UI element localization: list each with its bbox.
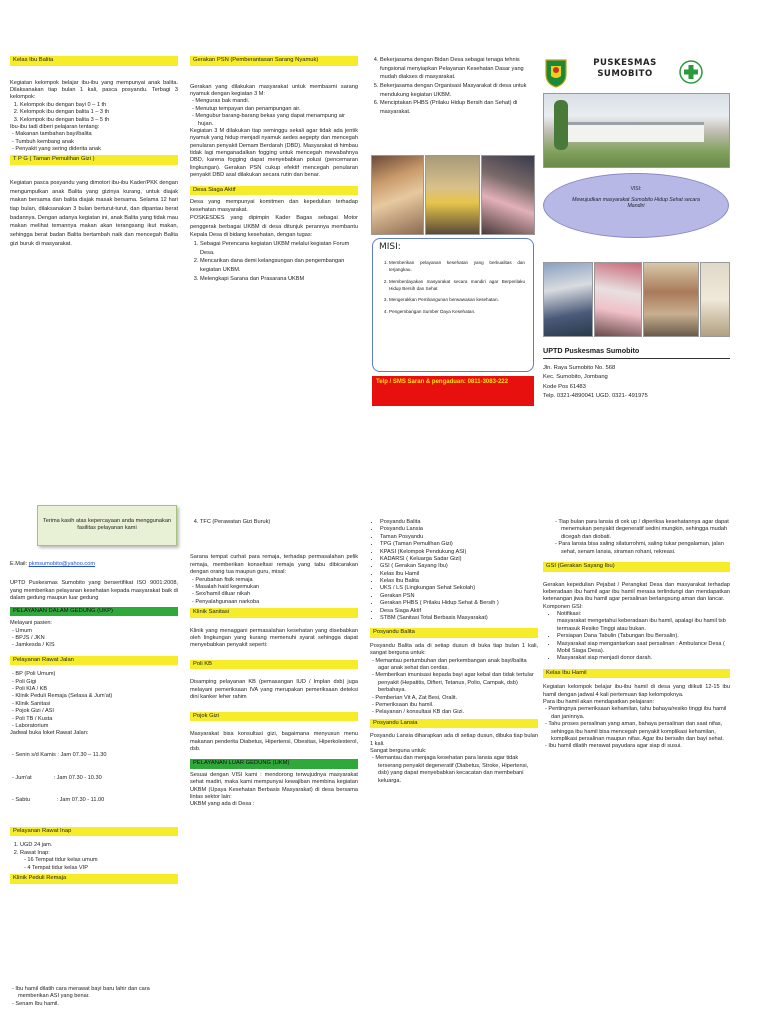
misi-box bbox=[372, 238, 534, 372]
sanitasi-heading: Klinik Sanitasi bbox=[190, 608, 358, 618]
list-item: - 16 Tempat tidur kelas umum bbox=[30, 857, 178, 864]
list-item: - Sex/hamil diluar nikah bbox=[198, 591, 358, 598]
visi-text: Mewujudkan masyarakat Sumobito Hidup Sehat secara Mandiri bbox=[572, 196, 700, 210]
tpg-text: Kegiatan pasca posyandu yang dimotori ibu-ibu Kader/PKK dengan mengumpulkan anak Balita yang gizinya kurang, untuk diajak makan bersama dan balita diajak masak bersama. Selama 12 hari tiap bulan, dilaksanakan 3 bulan berturut-turut, dan dipantau berat badannya. Dengan adanya kegiatan ini, anak Balita yang tidak mau makan melihat temannya makan akan terangsang ikut makan, sehingga berat badan Balita bertambah naik dan mencegah Balita gizi buruk di masyarakat. bbox=[10, 180, 178, 247]
list-item: 2. Memberdayakan masyarakat secara mandiri agar Berperilaku Hidup Bersih dan Sehat bbox=[389, 278, 525, 293]
posbal-text: Posyandu Balita ada di setiap dusun di buka tiap bulan 1 kali, sangat berguna untuk: bbox=[370, 642, 538, 657]
desa-text: POSKESDES yang dipimpin Kader Bagas sebagai Motor penggerak berbagai UKBM di desa ditunjuk perannya membantu Kepala Desa di bidang kesehatan, dengan tugas: bbox=[190, 214, 358, 239]
notifikasi-text: masyarakat mengetahui keberadaan ibu hamil, apalagi ibu hamil tsb termasuk Resiko Tinggi atau bukan. bbox=[557, 618, 726, 632]
list-item: - Laboratorium bbox=[18, 723, 178, 730]
visi-oval bbox=[543, 173, 729, 238]
hotline-number: 0811-3083-222 bbox=[467, 379, 508, 385]
p2-panel-2 bbox=[190, 519, 358, 809]
materi-intro: Ibu-ibu tadi diberi pelajaran tentang: bbox=[10, 123, 100, 130]
list-item: - Jamkesda / KIS bbox=[18, 642, 178, 649]
list-item: 3. Mengerakkan Pembangunan berwawasan kesehatan. bbox=[389, 296, 525, 303]
lansia-text-2: Sangat berguna untuk: bbox=[370, 748, 427, 755]
photo-service-1 bbox=[543, 262, 593, 337]
jombang-crest-icon bbox=[543, 58, 569, 88]
list-item: 2. Mencarikan dana demi kelangsungan dan pengembangan kegiatan UKBM. bbox=[200, 257, 358, 274]
list-item: 6. Menciptakan PHBS (Prilaku Hidup Bersih dan Sehat) di masyarakat. bbox=[380, 99, 536, 116]
lansia-text: Posyandu Lansia diharapkan ada di setiap dusun, dibuka tiap bulan 1 kali. bbox=[370, 733, 538, 747]
address-line: Kode Pos 61483 bbox=[543, 383, 586, 390]
ukbm-list bbox=[370, 519, 538, 622]
rajal-list bbox=[10, 671, 178, 730]
list-item: 4. Pengembangan Sumber Daya Kesehatan. bbox=[389, 308, 525, 315]
list-item: • GSI ( Gerakan Sayang Ibu) bbox=[380, 563, 538, 570]
list-item: - Umum bbox=[18, 628, 178, 635]
title-line-2: SUMOBITO bbox=[597, 69, 653, 80]
p2-panel-1-bottom bbox=[10, 986, 178, 1008]
health-cross-icon bbox=[679, 60, 703, 84]
list-item: 1. Kelompok ibu dengan bayi 0 – 1 th bbox=[20, 102, 178, 109]
jadwal-list bbox=[10, 738, 178, 819]
kelas-balita-intro: Kegiatan kelompok belajar ibu-ibu yang mempunyai anak balita. Dilaksanakan tiap bulan 1 kali, pasca posyandu. Terbagi 3 kelompok: bbox=[10, 79, 178, 101]
list-item: • KPASI (Kelompok Pendukung ASI) bbox=[380, 549, 538, 556]
list-item: 2. Rawat Inap: bbox=[20, 850, 178, 857]
list-item: 4. TFC (Perawatan Gizi Buruk) bbox=[200, 519, 358, 526]
panel-3 bbox=[370, 56, 536, 117]
misi-list bbox=[373, 257, 533, 315]
photo-service-2 bbox=[594, 262, 642, 337]
p2-panel-1 bbox=[10, 561, 178, 884]
list-item: - Senin s/d Kamis : Jam 07.30 – 11.30 bbox=[18, 752, 178, 759]
list-item: • Masyarakat siap mengantarkan saat persalinan : Ambulance Desa ( Mobil Siaga Desa). bbox=[557, 641, 730, 656]
list-item: 1. UGD 24 jam. bbox=[20, 842, 178, 849]
kih-text-2: Para ibu hamil akan mendapatkan pelajaran: bbox=[543, 699, 655, 706]
melayani-label: Melayani pasien: bbox=[10, 620, 52, 627]
list-item: - Menguras bak mandi. bbox=[198, 98, 358, 105]
kih-list bbox=[543, 706, 730, 750]
list-item: - Memantau dan menjaga kesehatan para lansia agar tidak terserang penyakit degeneratif (Diabetus, Stroke, Hipertensi, dsb) yang dapat menyebabkan kecacatan dan membebani keluarga. bbox=[378, 755, 538, 785]
list-item: - Klinik Sanitasi bbox=[18, 701, 178, 708]
list-item: - Pelayanan / konsultasi KB dan Gizi. bbox=[378, 709, 538, 716]
tpg-heading: T P G ( Taman Pemulihan Gizi ) bbox=[10, 155, 178, 165]
p2-panel-3 bbox=[370, 519, 538, 785]
panel-2 bbox=[190, 56, 358, 283]
visi-label: VISI: bbox=[630, 186, 642, 192]
list-item: - Tiap bulan para lansia di cek up / diperiksa kesehatannya agar dapat menemukan penyakit degeneratif sedini mungkin, sehingga mudah dicegah dan diobati. bbox=[561, 519, 730, 541]
ranap-list bbox=[10, 842, 178, 857]
list-item: - Senam Ibu hamil. bbox=[18, 1001, 178, 1008]
list-item: - Makanan tambahan bayi/balita bbox=[18, 131, 178, 138]
gsi-text: Gerakan kepedulian Pejabat / Perangkat Desa dan masyarakat terhadap keberadaan ibu hamil agar ibu hamil merasa terlindungi dan mendapatkan ketenangan jiwa ibu hamil agar persalinan berlangsung aman dan lancar. bbox=[543, 581, 730, 603]
hotline-label: Telp / SMS Saran & pengaduan: bbox=[376, 379, 466, 385]
misi-title: MISI: bbox=[379, 242, 401, 252]
psn-heading: Gerakan PSN (Pemberantasan Sarang Nyamuk) bbox=[190, 56, 358, 66]
pasien-list bbox=[10, 628, 178, 650]
list-item: - Mengubur barang-barang bekas yang dapat menampung air hujan. bbox=[198, 113, 358, 128]
photo-service-3 bbox=[643, 262, 699, 337]
gsi-heading: GSI (Gerakan Sayang Ibu) bbox=[543, 562, 730, 572]
photo-posyandu bbox=[371, 155, 424, 235]
list-item: - Poli Gigi bbox=[18, 679, 178, 686]
posbal-heading: Posyandu Balita bbox=[370, 628, 538, 638]
tasks-continued bbox=[370, 56, 536, 117]
logo-jombang bbox=[543, 58, 569, 88]
list-item: - Jum'at : Jam 07.30 - 10.30 bbox=[18, 775, 178, 782]
notifikasi-label: Notifikasi: bbox=[557, 611, 582, 618]
thank-you-box bbox=[37, 505, 177, 546]
logo-puskesmas bbox=[679, 60, 703, 84]
list-item: 1. Sebagai Perencana kegiatan UKBM melalui kegiatan Forum Desa. bbox=[200, 240, 358, 257]
list-item: - Masalah haid kegemukan bbox=[198, 584, 358, 591]
materi-list bbox=[10, 131, 178, 153]
list-item: - Tahu proses persalinan yang aman, bahaya persalinan dan saat nifas, sehingga ibu hamil bisa mencegah penyakit komplikasi kehamilan, komplikasi persalinan maupun nifas. Agar ibu bersalin dan bayi sehat. bbox=[551, 721, 730, 743]
bottom-list bbox=[10, 986, 178, 1008]
intro-text: UPTD Puskesmas Sumobito yang bersertifikat ISO 9001:2008, yang memberikan pelayanan kesehatan kepada masyarakat baik di dalam gedung maupun luar gedung bbox=[10, 580, 178, 602]
list-item: - BPJS / JKN bbox=[18, 635, 178, 642]
gizi-heading: Pojok Gizi bbox=[190, 712, 358, 722]
list-item: • Masyarakat siap menjadi donor darah. bbox=[557, 655, 730, 662]
list-item: - Para lansia bisa saling silaturrohmi, saling tukar pengalaman, jalan sehat, senam lansia, siraman rohani, rekreasi. bbox=[561, 541, 730, 556]
photo-meeting bbox=[425, 155, 480, 235]
list-item: - Memberikan imunisasi kepada bayi agar kebal dan tidak tertular penyakit (Hepatitis, Difteri, Tetanus, Polio, Campak, dsb) berbahaya. bbox=[378, 672, 538, 694]
address-line: Telp. 0321-4890041 UGD. 0321- 491975 bbox=[543, 392, 648, 399]
list-item: • TPG (Taman Pemulihan Gizi) bbox=[380, 541, 538, 548]
list-item: • Kelas Ibu Balita bbox=[380, 578, 538, 585]
list-item: • Desa Siaga Aktif bbox=[380, 608, 538, 615]
remaja-heading: Klinik Peduli Remaja bbox=[10, 874, 178, 884]
list-item: - Perubahan fisik remaja bbox=[198, 577, 358, 584]
title-line-1: PUSKESMAS bbox=[593, 58, 657, 68]
list-item: 2. Kelompok ibu dengan balita 1 – 3 th bbox=[20, 109, 178, 116]
list-item: - Penyakit yang sering diderita anak bbox=[18, 146, 178, 153]
list-item: • STBM (Sanitasi Total Berbasis Masyarakat) bbox=[380, 615, 538, 622]
list-item: - Ibu hamil dilatih cara merawat bayi baru lahir dan cara memberikan ASI yang benar. bbox=[18, 986, 178, 1001]
list-item: - Ibu hamil dilatih merawat payudara agar siap di susui. bbox=[551, 743, 730, 750]
list-item: - Pentingnya pemeriksaan kehamilan, tahu bahaya/resiko tinggi ibu hamil dan janinnya. bbox=[551, 706, 730, 721]
photo-building bbox=[543, 93, 730, 168]
address-block bbox=[543, 364, 730, 401]
kb-heading: Poli KB bbox=[190, 660, 358, 670]
p2-panel-4 bbox=[543, 519, 730, 751]
photo-activity bbox=[481, 155, 535, 235]
gsi-list bbox=[543, 611, 730, 663]
list-item: • Posyandu Lansia bbox=[380, 526, 538, 533]
list-item: • KADARSI ( Keluarga Sadar Gizi) bbox=[380, 556, 538, 563]
list-item: - Sabtu : Jam 07.30 - 11.00 bbox=[18, 797, 178, 804]
thanks-text: Terima kasih atas kepercayaan anda menggunakan fasilitas pelayanan kami bbox=[42, 518, 172, 532]
lansia-continued bbox=[543, 519, 730, 556]
psn-list bbox=[190, 98, 358, 128]
posbal-list bbox=[370, 658, 538, 717]
list-item: - Pemeriksaan ibu hamil. bbox=[378, 702, 538, 709]
list-item: 4. Bekerjasama dengan Bidan Desa sebagai tenaga tehnis fungsional menyiapkan Pelayanan Kesehatan Dasar yang mudah diakses di masyarakat. bbox=[380, 56, 536, 82]
remaja-list bbox=[190, 577, 358, 607]
list-item: - Memantau pertumbuhan dan perkembangan anak bayi/balita agar anak sehat dan cerdas. bbox=[378, 658, 538, 673]
kelas-balita-heading: Kelas Ibu Balita bbox=[10, 56, 178, 66]
list-item: - Poli KIA / KB bbox=[18, 686, 178, 693]
groups-list bbox=[10, 102, 178, 124]
ranap-sub-list bbox=[10, 857, 178, 872]
desa-intro: Desa yang mempunyai komitmen dan kepedulian terhadap kesehatan masyarakat. bbox=[190, 199, 358, 213]
complaint-hotline bbox=[372, 376, 534, 406]
list-item: • Gerakan PSN bbox=[380, 593, 538, 600]
desa-siaga-heading: Desa Siaga Aktif bbox=[190, 186, 358, 196]
ukm-text: Sesuai dengan VISI kami : mendorong terwujudnya masyarakat sehat madiri, maka kami mempunyai kewajiban membina kegiatan UKBM (Upaya Kesehatan Berbasis Masyarakat) di desa bersama lintas sektor lain: bbox=[190, 771, 358, 801]
list-item: 5. Bekerjasama dengan Organisasi Masyarakat di desa untuk mendukung kegiatan UKBM. bbox=[380, 82, 536, 99]
psn-text: Kegiatan 3 M dilakukan tiap seminggu sekali agar tidak ada jentik nyamuk yang hidup menjadi nyamuk aedes aegepty dan mencegah penularan penyakit Demam Berdarah (DBD). Masyarakat di himbau tidak lagi menganadalkan fogging untuk mencegah mewabahnya DBD, karena fogging dapat menyebabkan polusi (pencemaran lingkungan). Gerakan PSN cukup efektif mencegah penularan penyakit DBD asal dilakukan secara rutin dan benar. bbox=[190, 127, 358, 179]
list-item: - Klinik Peduli Remaja (Selasa & Jum'at) bbox=[18, 693, 178, 700]
list-item bbox=[557, 611, 730, 633]
rajal-heading: Pelayanan Rawat Jalan bbox=[10, 656, 178, 666]
list-item: - Penyalahgunaan narkoba bbox=[198, 599, 358, 606]
kb-text: Disamping pelayanan KB (pemasangan IUD / Implan dsb) juga melayani pemeriksaan IVA yang merupakan pemeriksaan deteksi dini kanker leher rahim bbox=[190, 679, 358, 701]
list-item: - Pojok Gizi / ASI bbox=[18, 708, 178, 715]
jadwal-title: Jadwal buka loket Rawat Jalan: bbox=[10, 730, 89, 737]
list-item: 1. Memberikan pelayanan kesehatan yang berkualitas dan terjangkau. bbox=[389, 259, 525, 274]
list-item: 3. Kelompok ibu dengan balita 3 – 5 th bbox=[20, 117, 178, 124]
list-item: • UKS / LS (Lingkungan Sehat Sekolah) bbox=[380, 585, 538, 592]
psn-intro: Gerakan yang dilakukan masyarakat untuk membasmi sarang nyamuk dengan kegiatan 3 M: bbox=[190, 83, 358, 98]
desa-tasks bbox=[190, 240, 358, 283]
list-item: - BP (Poli Umum) bbox=[18, 671, 178, 678]
list-item: • Posyandu Balita bbox=[380, 519, 538, 526]
ukm-text-2: UKBM yang ada di Desa : bbox=[190, 801, 255, 808]
address-line: Kec. Sumobito, Jombang bbox=[543, 374, 608, 381]
list-item: • Kelas Ibu Hamil bbox=[380, 571, 538, 578]
lansia-heading: Posyandu Lansia bbox=[370, 719, 538, 729]
ukp-heading: PELAYANAN DALAM GEDUNG (UKP) bbox=[10, 607, 178, 617]
panel-1 bbox=[10, 56, 178, 248]
list-item: 3. Melengkapi Sarana dan Prasarana UKBM bbox=[200, 275, 358, 284]
gizi-text: Masyarakat bisa konsultasi gizi, bagaimana menyusun menu makanan penderita Diabetus, Hipertensi, Obesitas, Hiperkolesterol, dsb. bbox=[190, 731, 358, 752]
list-item: • Taman Posyandu bbox=[380, 534, 538, 541]
email-line bbox=[10, 561, 178, 568]
list-item: - Poli TB / Kusta bbox=[18, 716, 178, 723]
puskesmas-title bbox=[578, 58, 672, 80]
photo-service-4 bbox=[700, 262, 730, 337]
komponen-label: Komponen GSI: bbox=[543, 603, 583, 610]
list-item: - Menutup tempayan dan penampungan air. bbox=[198, 106, 358, 113]
ranap-heading: Pelayanan Rawat Inap bbox=[10, 827, 178, 837]
kih-heading: Kelas Ibu Hamil bbox=[543, 669, 730, 679]
list-item: - 4 Tempat tidur kelas VIP bbox=[30, 865, 178, 872]
kih-text: Kegiatan kelompok belajar ibu-ibu hamil di desa yang diikuti 12-15 ibu hamil dengan jadwal 4 kali pertemuan tiap kelompoknya. bbox=[543, 684, 730, 698]
list-item: • Gerakan PHBS ( Prilaku Hidup Sehat & Bersih ) bbox=[380, 600, 538, 607]
sanitasi-text: Klinik yang menaggani permasalahan kesehatan yang disebabkan oleh lingkungan yang kurang memenuhi syarat sehingga dapat menyebabkan penyakit seperti: bbox=[190, 627, 358, 649]
list-item: - Pemberian Vit A, Zat Besi, Oralit. bbox=[378, 695, 538, 702]
ukm-heading: PELAYANAN LUAR GEDUNG (UKM) bbox=[190, 759, 358, 769]
remaja-text: Sarana tempat curhat para remaja, terhadap permasalahan pelik remaja, memberikan konseltasi remaja yang tabu dibicarakan dengan orang tua maupun guru, misal: bbox=[190, 554, 358, 576]
lansia-list bbox=[370, 755, 538, 785]
uptd-title: UPTD Puskesmas Sumobito bbox=[543, 346, 730, 359]
tfc-list bbox=[190, 519, 358, 526]
email-link[interactable]: pkmsumobito@yahoo.com bbox=[28, 561, 95, 567]
list-item: - Tumbuh kembang anak bbox=[18, 139, 178, 146]
list-item: • Persiapan Dana Tabulin (Tabungan Ibu Bersalin). bbox=[557, 633, 730, 640]
address-line: Jln. Raya Sumobito No. 568 bbox=[543, 365, 616, 371]
email-label: E.Mail: bbox=[10, 561, 28, 567]
